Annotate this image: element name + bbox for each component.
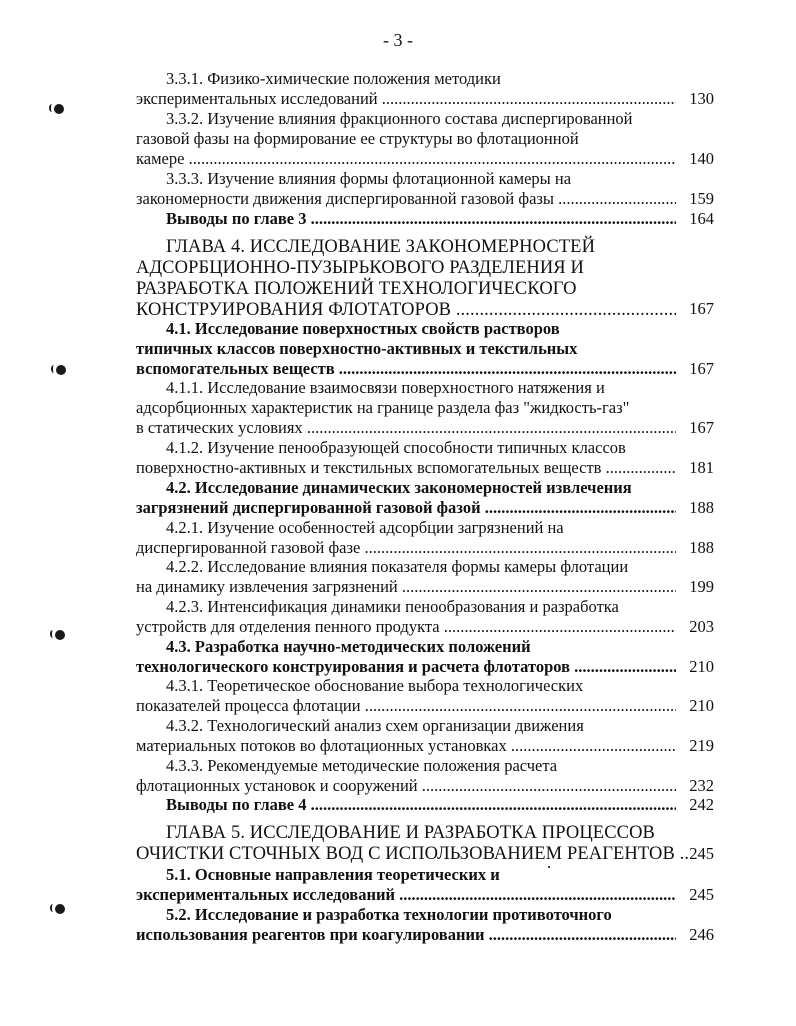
toc-entry-5-1-page: 245 bbox=[689, 885, 714, 904]
punch-hole-2 bbox=[56, 365, 66, 375]
toc-entry-3-3-2-page: 140 bbox=[689, 149, 714, 168]
toc-entry-4-3-2-line-2: материальных потоков во флотационных установках ..... bbox=[136, 736, 676, 756]
toc-entry-3-3-1-line-2: экспериментальных исследований ..... bbox=[136, 89, 676, 109]
toc-entry-3-3-2-line-3: камере ..... bbox=[136, 149, 676, 169]
toc-entry-4-3-3-page: 232 bbox=[689, 776, 714, 795]
toc-entry-4-1-line-3: вспомогательных веществ ..... bbox=[136, 359, 676, 379]
toc-entry-4-2-line-2: загрязнений диспергированной газовой фазой ..... bbox=[136, 498, 676, 518]
toc-entry-4-2-2-line-1: 4.2.2. Исследование влияния показателя формы камеры флотации bbox=[166, 557, 629, 576]
toc-entry-3-3-3-line-1: 3.3.3. Изучение влияния формы флотационной камеры на bbox=[166, 169, 572, 188]
toc-entry-4-1-2-line-1: 4.1.2. Изучение пенообразующей способности типичных классов bbox=[166, 438, 626, 457]
chapter-5-page: 245 bbox=[689, 844, 714, 863]
toc-entry-4-3-1-line-2: показателей процесса флотации ..... bbox=[136, 696, 676, 716]
toc-entry-4-2-2-page: 199 bbox=[689, 577, 714, 596]
chapter-5-title-line-2: ОЧИСТКИ СТОЧНЫХ ВОД С ИСПОЛЬЗОВАНИЕМ РЕАГЕНТОВ .. bbox=[136, 844, 690, 864]
toc-entry-4-2-page: 188 bbox=[689, 498, 714, 517]
toc-entry-4-2-3-line-2: устройств для отделения пенного продукта ..... bbox=[136, 617, 676, 637]
toc-entry-3-3-1-line-1: 3.3.1. Физико-химические положения методики bbox=[166, 69, 501, 88]
toc-entry-4-3-2-line-1: 4.3.2. Технологический анализ схем организации движения bbox=[166, 716, 584, 735]
toc-entry-5-2-page: 246 bbox=[689, 925, 714, 944]
punch-hole-4 bbox=[55, 904, 65, 914]
scan-speck bbox=[548, 866, 550, 868]
toc-entry-3-3-3-line-2: закономерности движения диспергированной газовой фазы ..... bbox=[136, 189, 676, 209]
toc-entry-4-2-line-1: 4.2. Исследование динамических закономерностей извлечения bbox=[166, 478, 632, 497]
toc-entry-5-1-line-2: экспериментальных исследований ..... bbox=[136, 885, 676, 905]
chapter-4-title-line-4: КОНСТРУИРОВАНИЯ ФЛОТАТОРОВ ..... bbox=[136, 299, 676, 321]
toc-entry-4-2-1-line-2: диспергированной газовой фазе ..... bbox=[136, 538, 676, 558]
toc-entry-4-1-2-line-2: поверхностно-активных и текстильных вспомогательных веществ ..... bbox=[136, 458, 676, 478]
toc-entry-conclusions-3: Выводы по главе 3 ..... bbox=[166, 209, 676, 229]
toc-entry-4-1-1-line-3: в статических условиях ..... bbox=[136, 418, 676, 438]
toc-entry-4-1-1-line-2: адсорбционных характеристик на границе раздела фаз "жидкость-газ" bbox=[136, 398, 630, 417]
toc-entry-4-3-line-1: 4.3. Разработка научно-методических положений bbox=[166, 637, 531, 656]
toc-entry-4-2-3-line-1: 4.2.3. Интенсификация динамики пенообразования и разработка bbox=[166, 597, 619, 616]
toc-entry-4-2-1-page: 188 bbox=[689, 538, 714, 557]
toc-entry-4-1-1-line-1: 4.1.1. Исследование взаимосвязи поверхностного натяжения и bbox=[166, 378, 605, 397]
chapter-4-page: 167 bbox=[689, 299, 714, 318]
toc-entry-conclusions-4: Выводы по главе 4 ..... bbox=[166, 795, 676, 815]
toc-entry-3-3-2-line-1: 3.3.2. Изучение влияния фракционного состава диспергированной bbox=[166, 109, 633, 128]
toc-entry-4-2-2-line-2: на динамику извлечения загрязнений ..... bbox=[136, 577, 676, 597]
chapter-4-title-line-3: РАЗРАБОТКА ПОЛОЖЕНИЙ ТЕХНОЛОГИЧЕСКОГО bbox=[136, 279, 577, 299]
punch-hole-1 bbox=[54, 104, 64, 114]
punch-hole-3 bbox=[55, 630, 65, 640]
toc-entry-3-3-1-page: 130 bbox=[689, 89, 714, 108]
toc-entry-4-3-line-2: технологического конструирования и расчета флотаторов ..... bbox=[136, 657, 676, 677]
toc-entry-4-3-1-line-1: 4.3.1. Теоретическое обоснование выбора технологических bbox=[166, 676, 584, 695]
toc-entry-conclusions-4-page: 242 bbox=[689, 795, 714, 814]
toc-entry-4-3-1-page: 210 bbox=[689, 696, 714, 715]
toc-entry-4-3-3-line-2: флотационных установок и сооружений ..... bbox=[136, 776, 676, 796]
toc-entry-5-2-line-2: использования реагентов при коагулировании ..... bbox=[136, 925, 676, 945]
chapter-4-title-line-2: АДСОРБЦИОННО-ПУЗЫРЬКОВОГО РАЗДЕЛЕНИЯ И bbox=[136, 258, 584, 278]
toc-entry-4-3-2-page: 219 bbox=[689, 736, 714, 755]
toc-entry-4-2-1-line-1: 4.2.1. Изучение особенностей адсорбции загрязнений на bbox=[166, 518, 564, 537]
toc-entry-3-3-3-page: 159 bbox=[689, 189, 714, 208]
toc-entry-4-1-2-page: 181 bbox=[689, 458, 714, 477]
toc-entry-3-3-2-line-2: газовой фазы на формирование ее структуры во флотационной bbox=[136, 129, 579, 148]
toc-entry-5-2-line-1: 5.2. Исследование и разработка технологии противоточного bbox=[166, 905, 612, 924]
toc-entry-4-3-3-line-1: 4.3.3. Рекомендуемые методические положения расчета bbox=[166, 756, 558, 775]
page-number: - 3 - bbox=[383, 30, 413, 50]
toc-entry-4-2-3-page: 203 bbox=[689, 617, 714, 636]
chapter-5-title-line-1: ГЛАВА 5. ИССЛЕДОВАНИЕ И РАЗРАБОТКА ПРОЦЕССОВ bbox=[166, 823, 655, 843]
toc-entry-4-1-page: 167 bbox=[689, 359, 714, 378]
chapter-4-title-line-1: ГЛАВА 4. ИССЛЕДОВАНИЕ ЗАКОНОМЕРНОСТЕЙ bbox=[166, 237, 596, 257]
toc-entry-5-1-line-1: 5.1. Основные направления теоретических и bbox=[166, 865, 500, 884]
toc-entry-4-1-line-1: 4.1. Исследование поверхностных свойств растворов bbox=[166, 319, 560, 338]
toc-entry-4-1-1-page: 167 bbox=[689, 418, 714, 437]
toc-entry-conclusions-3-page: 164 bbox=[689, 209, 714, 228]
toc-entry-4-1-line-2: типичных классов поверхностно-активных и текстильных bbox=[136, 339, 578, 358]
toc-entry-4-3-page: 210 bbox=[689, 657, 714, 676]
